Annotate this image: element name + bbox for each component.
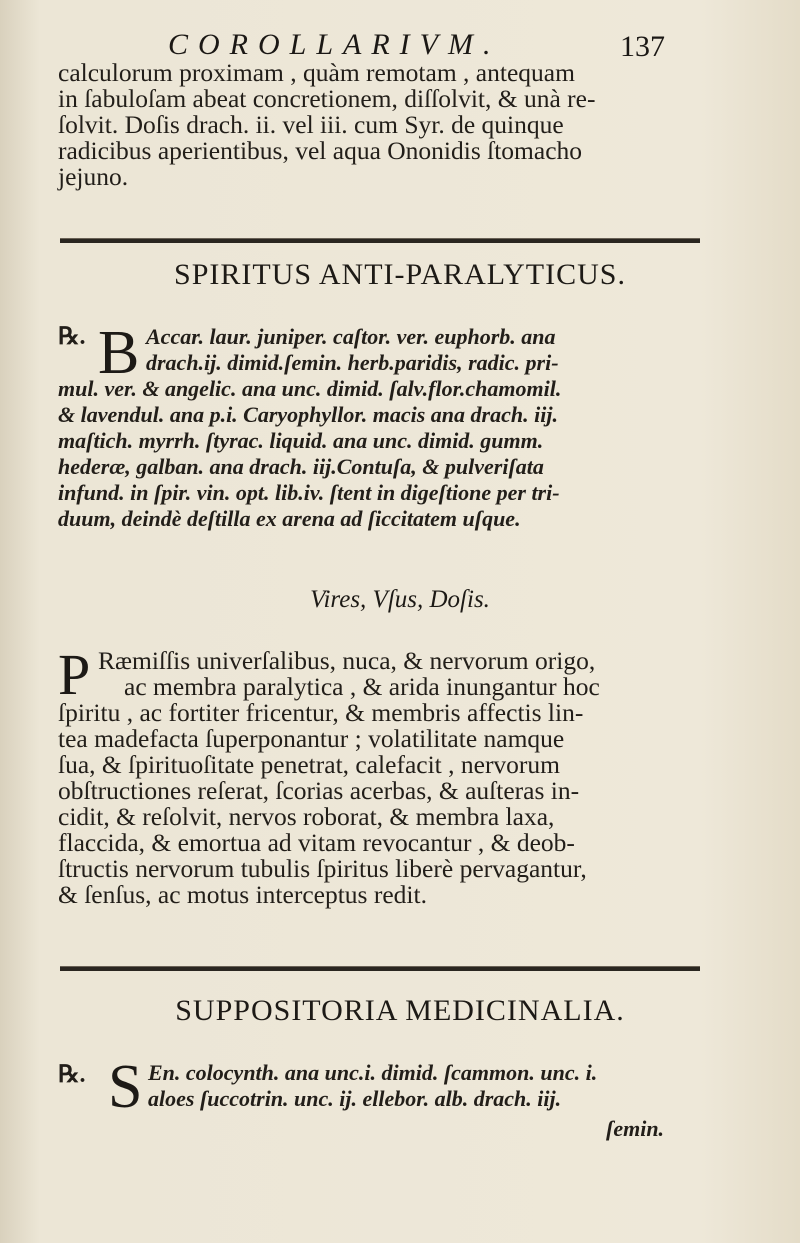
text-line: ſolvit. Doſis drach. ii. vel iii. cum Syr. de quinque: [58, 110, 564, 139]
text-line: & ſenſus, ac motus interceptus redit.: [58, 880, 427, 909]
recipe-line: mul. ver. & angelic. ana unc. dimid. ſalv.flor.chamomil.: [58, 376, 562, 401]
text-line: jejuno.: [58, 162, 129, 191]
rx-symbol: ℞.: [58, 324, 86, 350]
subheading-vires: Vires, Vſus, Doſis.: [310, 586, 490, 613]
text-line: ac membra paralytica , & arida inungantur hoc: [124, 672, 600, 701]
recipe-line: drach.ij. dimid.ſemin. herb.paridis, radic. pri-: [146, 350, 559, 375]
recipe-suppositoria: [58, 1053, 718, 1160]
text-line: radicibus aperientibus, vel aqua Ononidis ſtomacho: [58, 136, 583, 165]
intro-paragraph: [58, 60, 718, 190]
section-title-suppositoria: SUPPOSITORIA MEDICINALIA.: [175, 994, 625, 1027]
text-line: ſpiritu , ac fortiter fricentur, & membris affectis lin-: [58, 698, 584, 727]
drop-cap: S: [108, 1053, 143, 1121]
rx-symbol: ℞.: [58, 1062, 86, 1088]
page-number: 137: [620, 30, 665, 63]
text-line: ſtructis nervorum tubulis ſpiritus liberè pervagantur,: [58, 854, 587, 883]
section-divider: [60, 966, 700, 971]
text-line: Ræmiſſis univerſalibus, nuca, & nervorum origo,: [98, 646, 596, 675]
text-line: obſtructiones reſerat, ſcorias acerbas, & auſteras in-: [58, 776, 580, 805]
text-line: calculorum proximam , quàm remotam , antequam: [58, 58, 575, 87]
recipe-line: aloes ſuccotrin. unc. ij. ellebor. alb. drach. iij.: [148, 1086, 562, 1111]
recipe-line: En. colocynth. ana unc.i. dimid. ſcammon. unc. i.: [148, 1060, 598, 1085]
running-title: COROLLARIVM.: [168, 28, 501, 61]
drop-cap: P: [58, 642, 91, 707]
recipe-line: maſtich. myrrh. ſtyrac. liquid. ana unc. dimid. gumm.: [58, 428, 544, 453]
text-line: in ſabuloſam abeat concretionem, diſſolvit, & unà re-: [58, 84, 596, 113]
text-line: flaccida, & emortua ad vitam revocantur , & deob-: [58, 828, 575, 857]
recipe-line: Accar. laur. juniper. caſtor. ver. euphorb. ana: [146, 324, 556, 349]
recipe-line: hederæ, galban. ana drach. iij.Contuſa, & pulveriſata: [58, 454, 544, 479]
text-line: tea madefacta ſuperponantur ; volatilitate namque: [58, 724, 565, 753]
drop-cap: B: [98, 319, 140, 387]
recipe-spiritus: [58, 319, 718, 554]
recipe-line: infund. in ſpir. vin. opt. lib.iv. ſtent in digeſtione per tri-: [58, 480, 560, 505]
recipe-line: ſemin.: [606, 1116, 665, 1141]
body-paragraph: [58, 642, 718, 938]
section-title-spiritus: SPIRITUS ANTI-PARALYTICUS.: [174, 258, 626, 291]
recipe-line: & lavendul. ana p.i. Caryophyllor. macis ana drach. iij.: [58, 402, 558, 427]
section-divider: [60, 238, 700, 243]
text-line: ſua, & ſpirituoſitate penetrat, calefacit , nervorum: [58, 750, 561, 779]
text-line: cidit, & reſolvit, nervos roborat, & membra laxa,: [58, 802, 555, 831]
recipe-line: duum, deindè deſtilla ex arena ad ſiccitatem uſque.: [58, 506, 521, 531]
